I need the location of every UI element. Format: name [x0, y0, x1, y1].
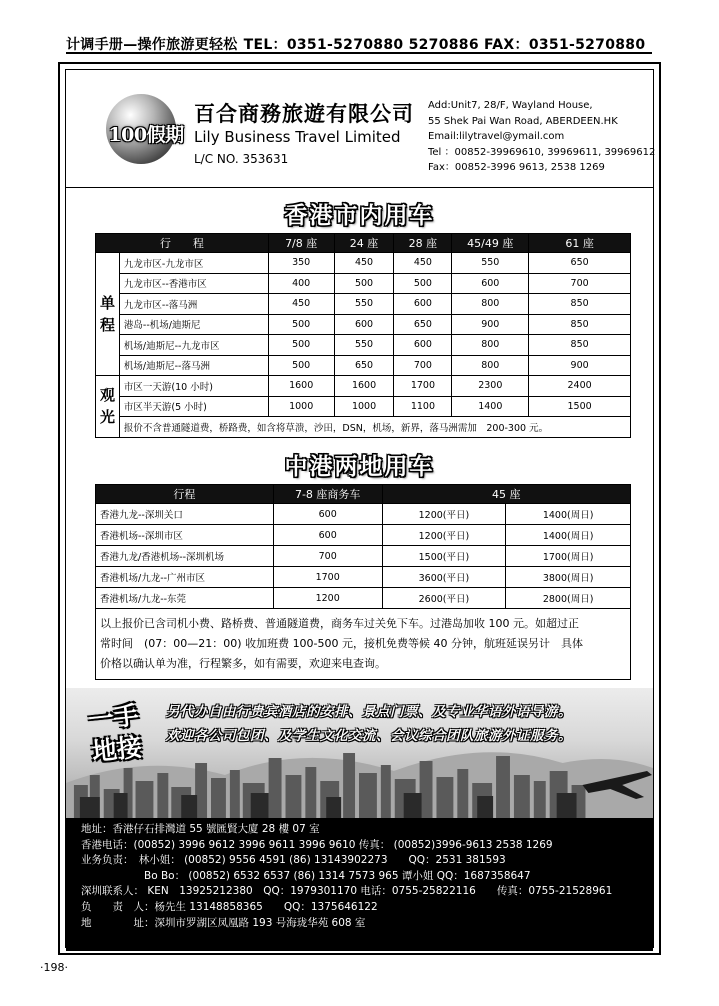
group-label-oneway: 单 程: [96, 253, 120, 376]
price-cell: 600: [394, 294, 452, 315]
table-row: [96, 273, 631, 294]
price-cell: 1400(周日): [506, 504, 631, 525]
table-row: [96, 376, 631, 397]
column-header: 45 座: [382, 485, 630, 504]
hk-phone-line: 香港电话：(00852) 3996 9612 3996 9611 3996 9610 传真： (00852)3996-9613 2538 1269: [81, 838, 553, 851]
local-operator-badge: [71, 692, 160, 770]
table-row: [96, 567, 631, 588]
price-cell: 650: [394, 314, 452, 335]
badge-line: 地接: [90, 732, 144, 767]
table-row: [96, 609, 631, 680]
price-cell: 1400(周日): [506, 525, 631, 546]
column-header: 61 座: [529, 234, 631, 253]
price-cell: 450: [334, 253, 394, 274]
column-header: 7-8 座商务车: [273, 485, 382, 504]
address-line: Add:Unit7, 28/F, Wayland House,: [428, 100, 593, 111]
route-cell: 香港九龙/香港机场--深圳机场: [96, 546, 274, 567]
price-cell: 1500(平日): [382, 546, 506, 567]
price-cell: 500: [268, 355, 334, 376]
price-cell: 2400: [529, 376, 631, 397]
price-cell: 450: [268, 294, 334, 315]
section-title-hk-local: 香港市内用车: [284, 203, 435, 229]
price-note: [96, 609, 631, 680]
address-line: 55 Shek Pai Wan Road, ABERDEEN.HK: [428, 115, 618, 127]
business-contact-line: 业务负责： 林小姐： (00852) 9556 4591 (86) 13143902273 QQ：2531 381593: [81, 854, 506, 867]
price-cell: 850: [529, 314, 631, 335]
route-cell: 香港机场/九龙--东莞: [96, 588, 274, 609]
column-header: 45/49 座: [452, 234, 529, 253]
cross-border-price-table: [95, 484, 631, 680]
price-cell: 600: [273, 504, 382, 525]
business-contact-line: Bo Bo： (00852) 6532 6537 (86) 1314 7573 965 谭小姐 QQ：1687358647: [81, 869, 531, 882]
price-cell: 650: [334, 355, 394, 376]
price-cell: 700: [273, 546, 382, 567]
column-header: 行 程: [96, 234, 269, 253]
price-cell: 700: [529, 273, 631, 294]
price-cell: 3600(平日): [382, 567, 506, 588]
group-label-sightseeing: 观 光: [96, 376, 120, 438]
table-row: [96, 355, 631, 376]
route-cell: 香港机场/九龙--广州市区: [96, 567, 274, 588]
company-name-cn: 百合商務旅遊有限公司: [194, 102, 414, 126]
section-title-cross-border: 中港两地用车: [284, 454, 435, 480]
price-cell: 800: [452, 335, 529, 356]
table-row: [96, 396, 631, 417]
company-header: [66, 70, 656, 188]
price-cell: 1400: [452, 396, 529, 417]
price-cell: 1700: [273, 567, 382, 588]
note-line: 价格以确认单为准，行程繁多，如有需要，欢迎来电查询。: [100, 657, 386, 670]
price-cell: 600: [394, 335, 452, 356]
route-cell: 香港九龙--深圳关口: [96, 504, 274, 525]
price-cell: 1100: [394, 396, 452, 417]
page-number: ·198·: [40, 961, 68, 974]
price-cell: 900: [529, 355, 631, 376]
column-header: 7/8 座: [268, 234, 334, 253]
price-cell: 800: [452, 294, 529, 315]
table-row: [96, 417, 631, 438]
price-cell: 500: [268, 314, 334, 335]
column-header: 28 座: [394, 234, 452, 253]
banner-welcome-line: 欢迎各公司包团、及学生文化交流、会议综合团队旅游外证服务。: [166, 728, 572, 744]
badge-line: 一手: [87, 700, 140, 735]
advertisement-frame: [58, 62, 661, 955]
price-cell: 1700: [394, 376, 452, 397]
price-cell: 450: [394, 253, 452, 274]
price-cell: 1000: [268, 396, 334, 417]
route-cell: 机场/迪斯尼--落马洲: [119, 355, 268, 376]
promo-banner: [66, 688, 653, 818]
price-cell: 350: [268, 253, 334, 274]
route-cell: 九龙市区--落马洲: [119, 294, 268, 315]
price-cell: 1000: [334, 396, 394, 417]
route-cell: 市区一天游(10 小时): [119, 376, 268, 397]
route-cell: 市区半天游(5 小时): [119, 396, 268, 417]
price-cell: 600: [334, 314, 394, 335]
table-row: [96, 294, 631, 315]
price-cell: 550: [334, 335, 394, 356]
route-cell: 机场/迪斯尼--九龙市区: [119, 335, 268, 356]
note-line: 常时间 (07：00—21：00) 收加班费 100-500 元，接机免费等候 40 分钟，航班延误另计 具体: [100, 637, 584, 650]
table-row: [96, 335, 631, 356]
price-cell: 600: [273, 525, 382, 546]
price-cell: 550: [334, 294, 394, 315]
price-cell: 1200(平日): [382, 504, 506, 525]
company-name-en: Lily Business Travel Limited: [194, 128, 401, 146]
header-slogan: 计调手册—操作旅游更轻松: [66, 37, 238, 53]
price-note: 报价不含普通隧道费，桥路费，如含将草溃，沙田，DSN，机场，新界，落马洲需加 200-300 元。: [119, 417, 630, 438]
price-cell: 500: [268, 335, 334, 356]
price-cell: 650: [529, 253, 631, 274]
price-cell: 400: [268, 273, 334, 294]
table-row: [96, 314, 631, 335]
shenzhen-contact-line: 深圳联系人： KEN 13925212380 QQ：1979301170 电话：0755-25822116 传真：0755-21528961: [81, 885, 613, 898]
price-cell: 500: [334, 273, 394, 294]
shenzhen-address-line: 地 址：深圳市罗湖区凤凰路 193 号海珑华苑 608 室: [81, 916, 366, 929]
logo-text: 100假期: [108, 124, 184, 146]
price-cell: 600: [452, 273, 529, 294]
tel-line: Tel ：00852-39969610, 39969611, 39969612: [428, 146, 656, 158]
route-cell: 香港机场--深圳市区: [96, 525, 274, 546]
route-cell: 九龙市区--香港市区: [119, 273, 268, 294]
route-cell: 九龙市区-九龙市区: [119, 253, 268, 274]
price-cell: 1600: [268, 376, 334, 397]
table-row: [96, 588, 631, 609]
price-cell: 1200(平日): [382, 525, 506, 546]
price-cell: 850: [529, 294, 631, 315]
banner-service-line: 另代办自由行贵宾酒店的安排、景点门票、及专业华语外语导游。: [166, 704, 572, 720]
running-header: [66, 34, 652, 54]
table-header-row: [96, 234, 631, 253]
table-header-row: [96, 485, 631, 504]
price-cell: 1500: [529, 396, 631, 417]
price-cell: 1700(周日): [506, 546, 631, 567]
company-address: [428, 98, 655, 176]
note-line: 以上报价已含司机小费、路桥费、普通隧道费，商务车过关免下车。过港岛加收 100 元。如超过正: [100, 617, 579, 630]
hk-local-price-table: [95, 233, 631, 438]
column-header: 24 座: [334, 234, 394, 253]
manager-line: 负 责 人：杨先生 13148858365 QQ：1375646122: [81, 900, 378, 913]
price-cell: 800: [452, 355, 529, 376]
hk-address-line: 地址：香港仔石排灣道 55 號匯賢大廈 28 樓 07 室: [81, 823, 320, 835]
contact-block: [66, 818, 653, 951]
table-row: [96, 253, 631, 274]
price-cell: 550: [452, 253, 529, 274]
price-cell: 2300: [452, 376, 529, 397]
price-cell: 1600: [334, 376, 394, 397]
advertisement-inner: [65, 69, 654, 948]
price-cell: 2600(平日): [382, 588, 506, 609]
column-header: 行程: [96, 485, 274, 504]
fax-line: Fax：00852-3996 9613, 2538 1269: [428, 162, 605, 173]
price-cell: 2800(周日): [506, 588, 631, 609]
price-cell: 3800(周日): [506, 567, 631, 588]
table-row: [96, 546, 631, 567]
email-line: Email:lilytravel@ymail.com: [428, 131, 565, 142]
price-cell: 700: [394, 355, 452, 376]
route-cell: 港岛--机场/迪斯尼: [119, 314, 268, 335]
price-cell: 850: [529, 335, 631, 356]
price-cell: 1200: [273, 588, 382, 609]
price-cell: 900: [452, 314, 529, 335]
table-row: [96, 525, 631, 546]
header-contacts: TEL：0351-5270880 5270886 FAX：0351-5270880: [243, 37, 646, 53]
table-row: [96, 504, 631, 525]
price-cell: 500: [394, 273, 452, 294]
company-license: L/C NO. 353631: [194, 152, 289, 166]
